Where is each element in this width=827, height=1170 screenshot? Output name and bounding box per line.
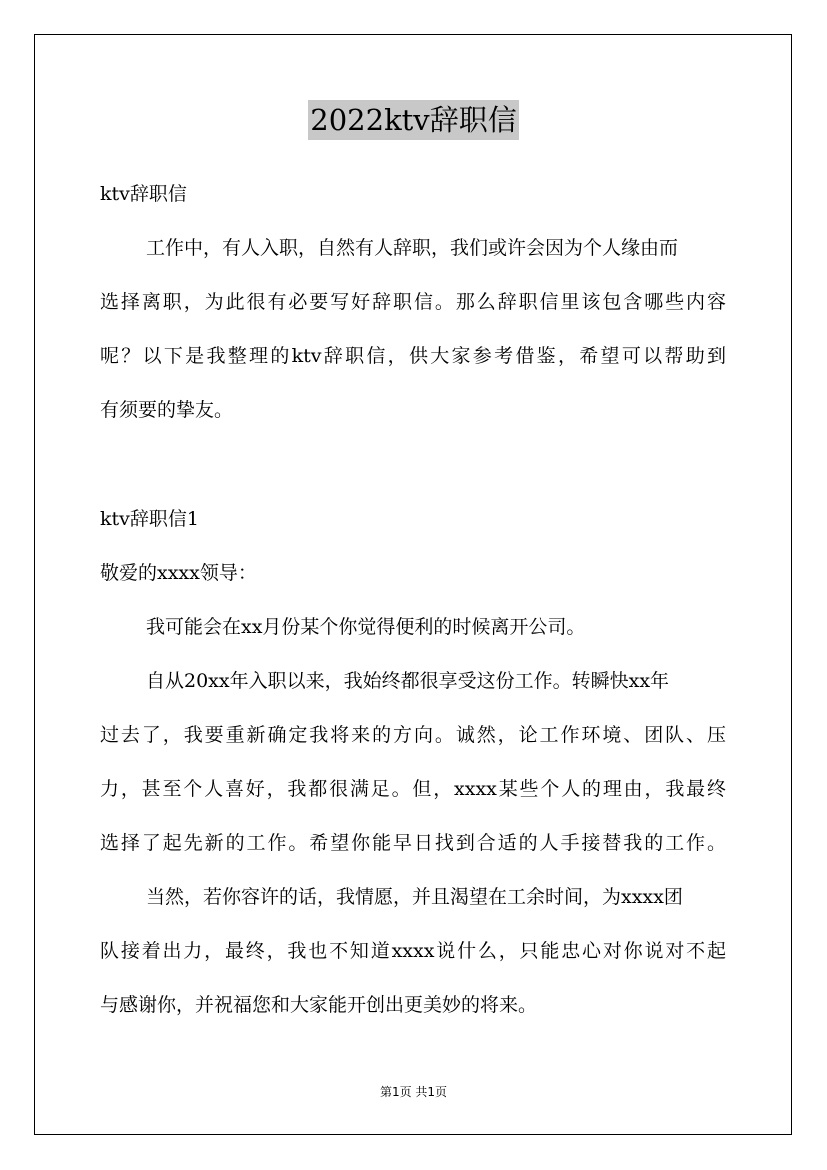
document-title: 2022ktv辞职信 <box>308 100 518 140</box>
salutation: 敬爱的xxxx领导： <box>100 562 257 584</box>
para2-line-4: 选择了起先新的工作。希望你能早日找到合适的人手接替我的工作。 <box>100 832 726 854</box>
para1-line-1: 我可能会在xx月份某个你觉得便利的时候离开公司。 <box>146 616 586 638</box>
intro-line-3: 呢？以下是我整理的ktv辞职信，供大家参考借鉴，希望可以帮助到 <box>100 345 726 367</box>
para3-line-2: 队接着出力，最终，我也不知道xxxx说什么，只能忠心对你说对不起 <box>100 940 726 962</box>
intro-line-1: 工作中，有人入职，自然有人辞职，我们或许会因为个人缘由而 <box>146 237 679 259</box>
subtitle: ktv辞职信 <box>100 183 187 205</box>
intro-line-4: 有须要的挚友。 <box>100 399 234 421</box>
para2-line-2: 过去了，我要重新确定我将来的方向。诚然，论工作环境、团队、压 <box>100 724 726 746</box>
title-container <box>0 100 827 140</box>
page-footer: 第1页 共1页 <box>379 1085 448 1099</box>
para2-line-3: 力，甚至个人喜好，我都很满足。但，xxxx某些个人的理由，我最终 <box>100 778 726 800</box>
intro-line-2: 选择离职，为此很有必要写好辞职信。那么辞职信里该包含哪些内容 <box>100 291 726 313</box>
para2-line-1: 自从20xx年入职以来，我始终都很享受这份工作。转瞬快xx年 <box>146 670 670 692</box>
para3-line-3: 与感谢你，并祝福您和大家能开创出更美妙的将来。 <box>100 994 538 1016</box>
para3-line-1: 当然，若你容许的话，我情愿，并且渴望在工余时间，为xxxx团 <box>146 886 683 908</box>
letter-heading: ktv辞职信1 <box>100 508 199 530</box>
